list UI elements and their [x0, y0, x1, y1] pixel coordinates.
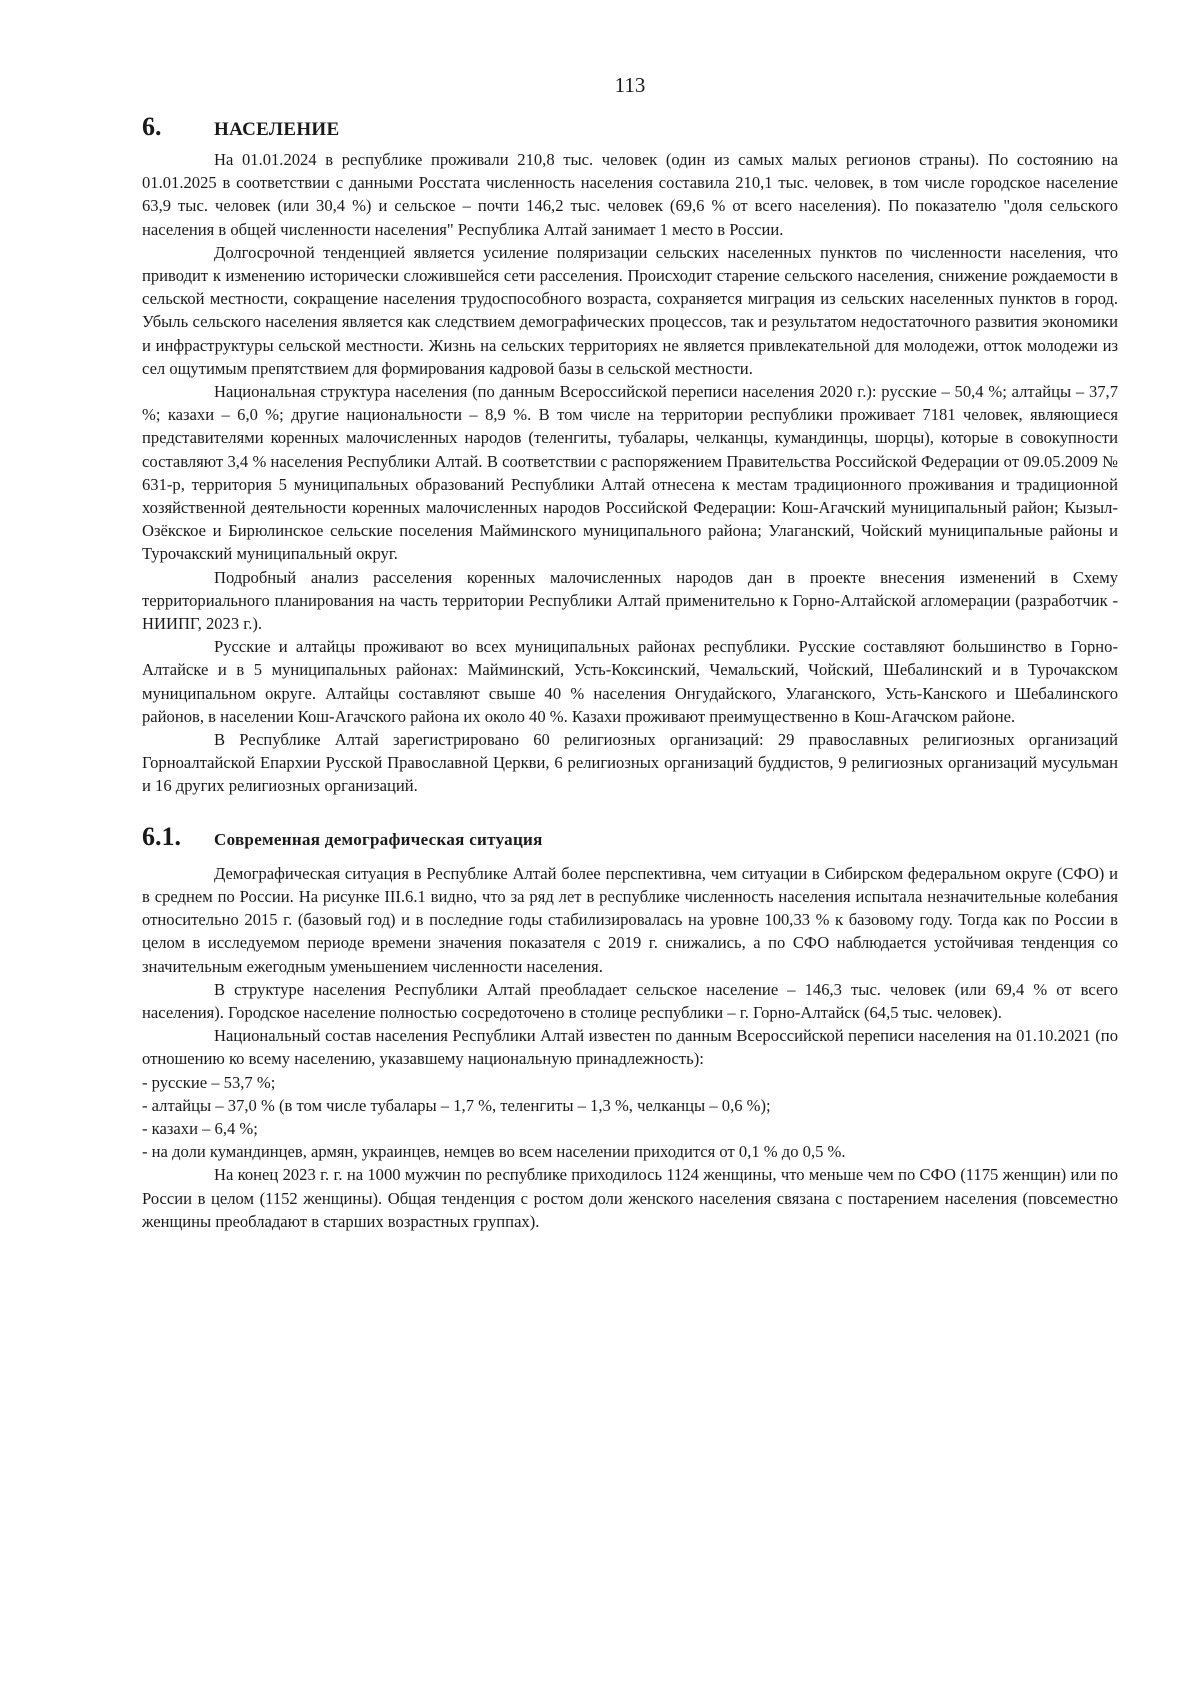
- paragraph-urban-rural-structure: В структуре населения Республики Алтай преобладает сельское население – 146,3 тыс. человек (или 69,4 % от всего населения). Городское население полностью сосредоточено в столице республики – г. Горно-Алтайск (64,5 тыс. человек).: [142, 979, 1118, 1022]
- section-body: [142, 148, 1118, 798]
- subsection-number: 6.1.: [142, 821, 181, 851]
- paragraph-census-2021: Национальный состав населения Республики Алтай известен по данным Всероссийской переписи населения на 01.10.2021 (по отношению ко всему населению, указавшему национальную принадлежность):: [142, 1026, 1118, 1069]
- list-item: - русские – 53,7 %;: [142, 1072, 276, 1092]
- section-number: 6.: [142, 112, 162, 141]
- paragraph-gender-ratio: На конец 2023 г. г. на 1000 мужчин по республике приходилось 1124 женщины, что меньше чем по СФО (1175 женщин) или по России в целом (1152 женщины). Общая тенденция с ростом доли женского населения связана с постарением населения (повсеместно женщины преобладают в старших возрастных группах).: [142, 1165, 1118, 1231]
- subsection-title: Современная демографическая ситуация: [214, 829, 543, 849]
- subsection-heading: [142, 822, 1118, 852]
- paragraph-ethnic-distribution: Русские и алтайцы проживают во всех муниципальных районах республики. Русские составляют большинство в Горно-Алтайске и в 5 муниципальных районах: Майминский, Усть-Коксинский, Чемальский, Чойский, Шебалинский и в Турочакском муниципальном округе. Алтайцы составляют свыше 40 % населения Онгудайского, Улаганского, Усть-Канского и Шебалинского районов, в населении Кош-Агачского района их около 40 %. Казахи проживают преимущественно в Кош-Агачском районе.: [142, 637, 1118, 726]
- subsection-body: [142, 862, 1118, 1233]
- list-item: - на доли кумандинцев, армян, украинцев, немцев во всем населении приходится от 0,1 % до 0,5 %.: [142, 1142, 846, 1162]
- paragraph-religious-organizations: В Республике Алтай зарегистрировано 60 религиозных организаций: 29 православных религиозных организаций Горноалтайской Епархии Русской Православной Церкви, 6 религиозных организаций буддистов, 9 религиозных организаций мусульман и 16 других религиозных организаций.: [142, 730, 1118, 796]
- national-composition-list: [142, 1071, 1118, 1164]
- page-number: 113: [614, 73, 646, 97]
- paragraph-national-structure: Национальная структура населения (по данным Всероссийской переписи населения 2020 г.): русские – 50,4 %; алтайцы – 37,7 %; казахи – 6,0 %; другие национальности – 8,9 %. В том числе на территории республики проживает 7181 человек, являющиеся представителями коренных малочисленных народов (теленгиты, тубалары, челканцы, кумандинцы, шорцы), которые в совокупности составляют 3,4 % населения Республики Алтай. В соответствии с распоряжением Правительства Российской Федерации от 09.05.2009 № 631-р, территория 5 муниципальных образований Республики Алтай отнесена к местам традиционного проживания и традиционной хозяйственной деятельности коренных малочисленных народов Российской Федерации: Кош-Агачский муниципальный район; Кызыл-Озёкское и Бирюлинское сельские поселения Майминского муниципального района; Улаганский, Чойский муниципальные районы и Турочакский муниципальный округ.: [142, 382, 1118, 564]
- section-title: НАСЕЛЕНИЕ: [214, 119, 340, 140]
- section-heading: [142, 112, 1118, 142]
- paragraph-demographic-situation: Демографическая ситуация в Республике Алтай более перспективна, чем ситуации в Сибирском федеральном округе (СФО) и в среднем по России. На рисунке III.6.1 видно, что за ряд лет в республике численность населения испытала незначительные колебания относительно 2015 г. (базовый год) и в последние годы стабилизировалась на уровне 100,33 % к базовому году. Тогда как по России в целом в исследуемом периоде времени значения показателя с 2019 г. снижались, а по СФО наблюдается устойчивая тенденция со значительным ежегодным уменьшением численности населения.: [142, 863, 1118, 976]
- paragraph-population-total: На 01.01.2024 в республике проживали 210,8 тыс. человек (один из самых малых регионов страны). По состоянию на 01.01.2025 в соответствии с данными Росстата численность населения составила 210,1 тыс. человек, в том числе городское население 63,9 тыс. человек (или 30,4 %) и сельское – почти 146,2 тыс. человек (69,6 % от всего населения). По показателю "доля сельского населения в общей численности населения" Республика Алтай занимает 1 место в России.: [142, 150, 1118, 239]
- document-page: [142, 60, 1118, 1233]
- paragraph-indigenous-analysis: Подробный анализ расселения коренных малочисленных народов дан в проекте внесения изменений в Схему территориального планирования на часть территории Республики Алтай применительно к Горно-Алтайской агломерации (разработчик - НИИПГ, 2023 г.).: [142, 567, 1118, 634]
- list-item: - алтайцы – 37,0 % (в том числе тубалары – 1,7 %, теленгиты – 1,3 %, челканцы – 0,6 %);: [142, 1095, 771, 1115]
- paragraph-rural-trend: Долгосрочной тенденцией является усиление поляризации сельских населенных пунктов по численности населения, что приводит к изменению исторически сложившейся сети расселения. Происходит старение сельского населения, снижение рождаемости в сельской местности, сокращение населения трудоспособного возраста, сохраняется миграция из сельских населенных пунктов в город. Убыль сельского населения является как следствием демографических процессов, так и результатом недостаточного развития экономики и инфраструктуры сельской местности. Жизнь на сельских территориях не является привлекательной для молодежи, отток молодежи из сел ощутимым препятствием для формирования кадровой базы в сельской местности.: [142, 242, 1118, 378]
- list-item: - казахи – 6,4 %;: [142, 1118, 258, 1138]
